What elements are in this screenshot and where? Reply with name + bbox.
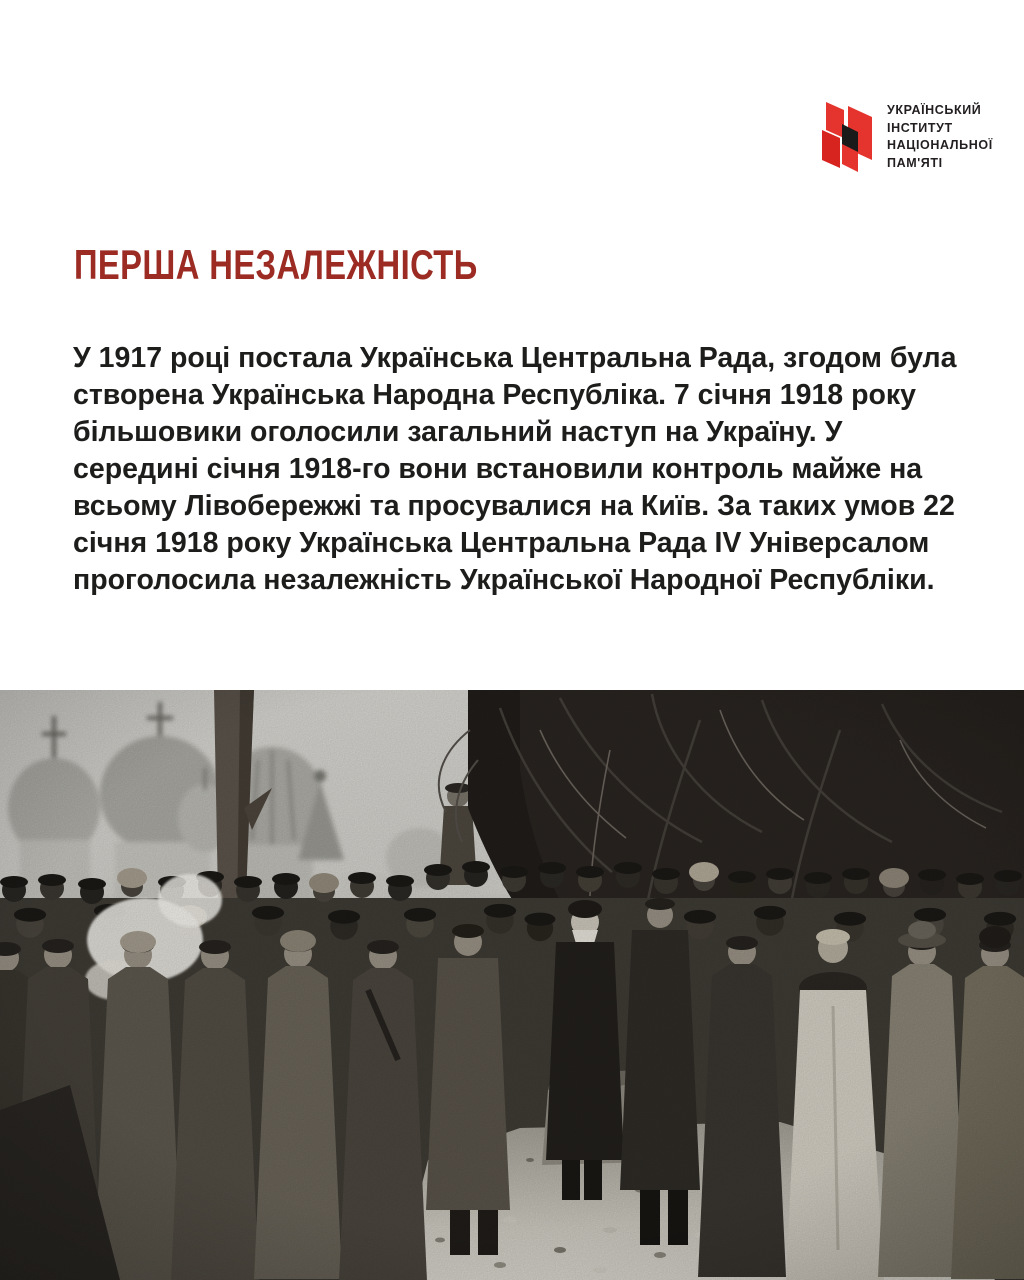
photo-grain [0, 690, 1024, 1280]
logo-line: УКРАЇНСЬКИЙ [887, 103, 982, 117]
uinp-logo [820, 96, 1020, 172]
uinp-logo-wordmark [887, 96, 993, 172]
historical-photo-graphic [0, 690, 1024, 1280]
uinp-logo-icon [820, 98, 876, 172]
body-paragraph: У 1917 році постала Українська Центральна Рада, згодом була створена Українська Народна Республіка. 7 січня 1918 року більшовики оголосили загальний наступ на Україну. У середині січня 1918-го вони встановили контроль майже на всьому Лівобережжі та просувалися на Київ. За таких умов 22 січня 1918 року Українська Центральна Рада IV Універсалом проголосила незалежність Української Народної Республіки. [73, 342, 957, 596]
page-title: ПЕРША НЕЗАЛЕЖНІСТЬ [74, 241, 478, 288]
logo-line: ІНСТИТУТ [887, 120, 953, 135]
logo-line: НАЦІОНАЛЬНОЇ [887, 138, 993, 152]
historical-photo [0, 690, 1024, 1280]
logo-line: ПАМ'ЯТІ [887, 155, 943, 170]
